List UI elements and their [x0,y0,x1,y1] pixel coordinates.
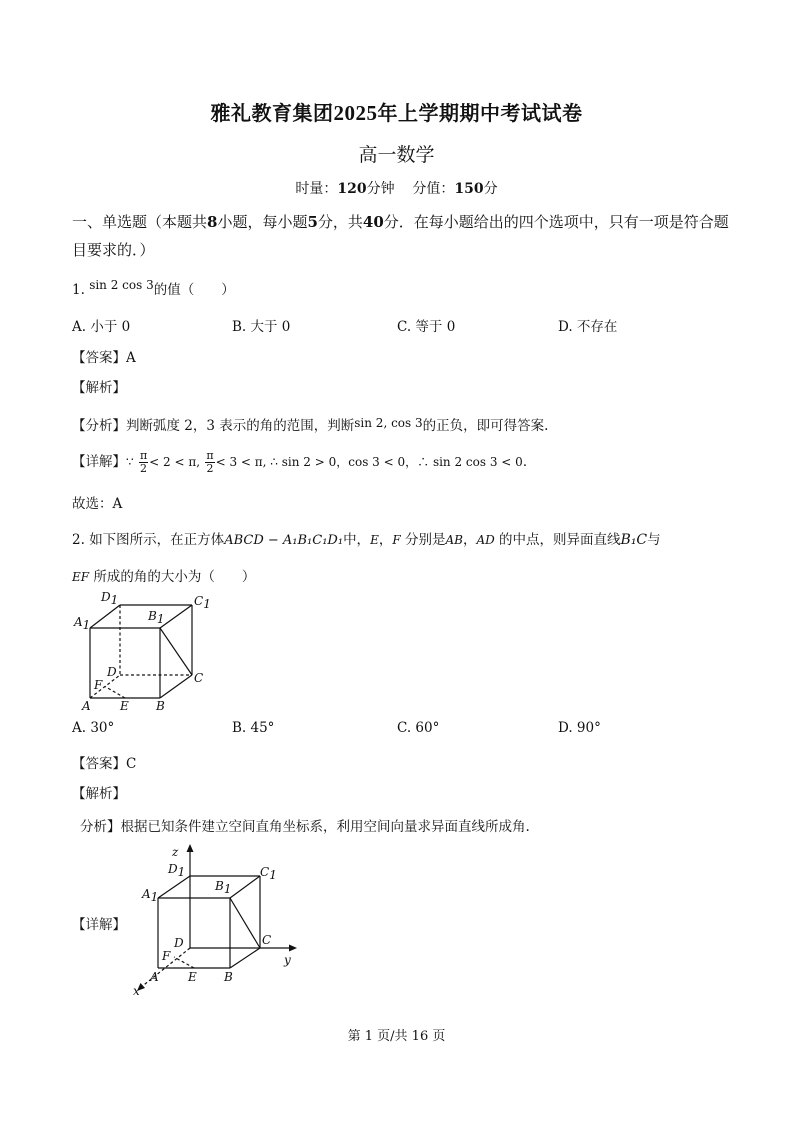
cube-figure [70,588,220,713]
q1-option-d: D. 不存在 [558,319,618,335]
q1-analysis-label: 【解析】 [72,380,126,396]
q2-option-b: B. 45° [232,720,275,736]
q1-option-a: A. 小于 0 [72,319,131,335]
exam-subtitle: 高一数学 [358,144,435,166]
label-a: A [82,699,91,713]
title-year: 2025 [333,101,378,125]
q1-fenxi: 【分析】判断弧度 2，3 表示的角的范围，判断sin 2, cos 3的正负，即可得答案. [72,416,549,434]
q2-stem-line2: EF 所成的角的大小为（ ） [72,569,256,585]
label-e: E [120,699,129,713]
q2-option-a: A. 30° [72,720,115,736]
q1-answer: 【答案】A [72,350,136,366]
score-label: 分值： [412,181,455,197]
fig2-label-e: E [188,970,197,984]
exam-meta [0,178,793,198]
q2-stem-line1: 2. 如下图所示，在正方体ABCD − A₁B₁C₁D₁中，E，F 分别是AB，AD 的中点，则异面直线B₁C与 [72,532,661,548]
fig2-label-b1: B1 [215,879,232,896]
label-c: C [194,671,204,685]
label-d1: D1 [101,590,119,607]
q2-answer: 【答案】C [72,756,137,772]
label-b1: B1 [148,609,165,626]
label-c1: C1 [194,594,211,611]
fig2-label-c: C [262,933,272,947]
q2-fenxi: 分析】根据已知条件建立空间直角坐标系，利用空间向量求异面直线所成角. [80,819,530,835]
time-label: 时量： [295,181,338,197]
fig2-label-a: A [150,970,159,984]
title-suffix: 年上学期期中考试试卷 [377,101,583,125]
label-d: D [107,665,117,679]
time-unit: 分钟 [366,181,395,197]
q1-choose: 故选：A [72,496,123,512]
score-value: 150 [454,181,484,197]
q1-expr: sin 2 cos 3 [89,278,154,292]
label-a1: A1 [74,615,91,632]
q2-option-c: C. 60° [397,720,440,736]
q2-detail-label: 【详解】 [72,917,126,933]
q2-analysis-label: 【解析】 [72,786,126,802]
fig2-label-b: B [224,970,233,984]
q2-option-d: D. 90° [558,720,601,736]
fig2-label-f: F [162,949,171,963]
axis-y-label: y [284,953,291,967]
exam-title [0,97,793,126]
fig2-label-c1: C1 [260,865,277,882]
fig2-label-a1: A1 [142,887,159,904]
time-value: 120 [337,181,367,197]
q1-option-b: B. 大于 0 [232,319,291,335]
score-unit: 分 [483,181,498,197]
title-prefix: 雅礼教育集团 [210,101,334,125]
axis-z-label: z [172,845,179,859]
page-footer: 第 1 页/共 16 页 [347,1029,446,1044]
section-heading: 一、单选题（本题共8小题，每小题5分，共40分．在每小题给出的四个选项中，只有一项是符合题目要求的．） [72,213,729,259]
axis-x-label: x [133,984,140,998]
fig2-label-d: D [174,936,184,950]
label-b: B [156,699,165,713]
cube-axes-figure [128,840,308,1000]
q1-option-c: C. 等于 0 [397,319,456,335]
q1-detail: 【详解】∵ $\frac{\pi}{2}$ < 2 < π, $\frac{\pi}{2}$ < 3 < π, ∴ sin 2 > 0，cos 3 < 0，∴ sin 2 cos 3 < 0． [72,449,537,475]
q1-stem: 1. sin 2 cos 3的值（ ） [72,278,235,298]
fig2-label-d1: D1 [168,862,186,879]
label-f: F [94,678,103,692]
